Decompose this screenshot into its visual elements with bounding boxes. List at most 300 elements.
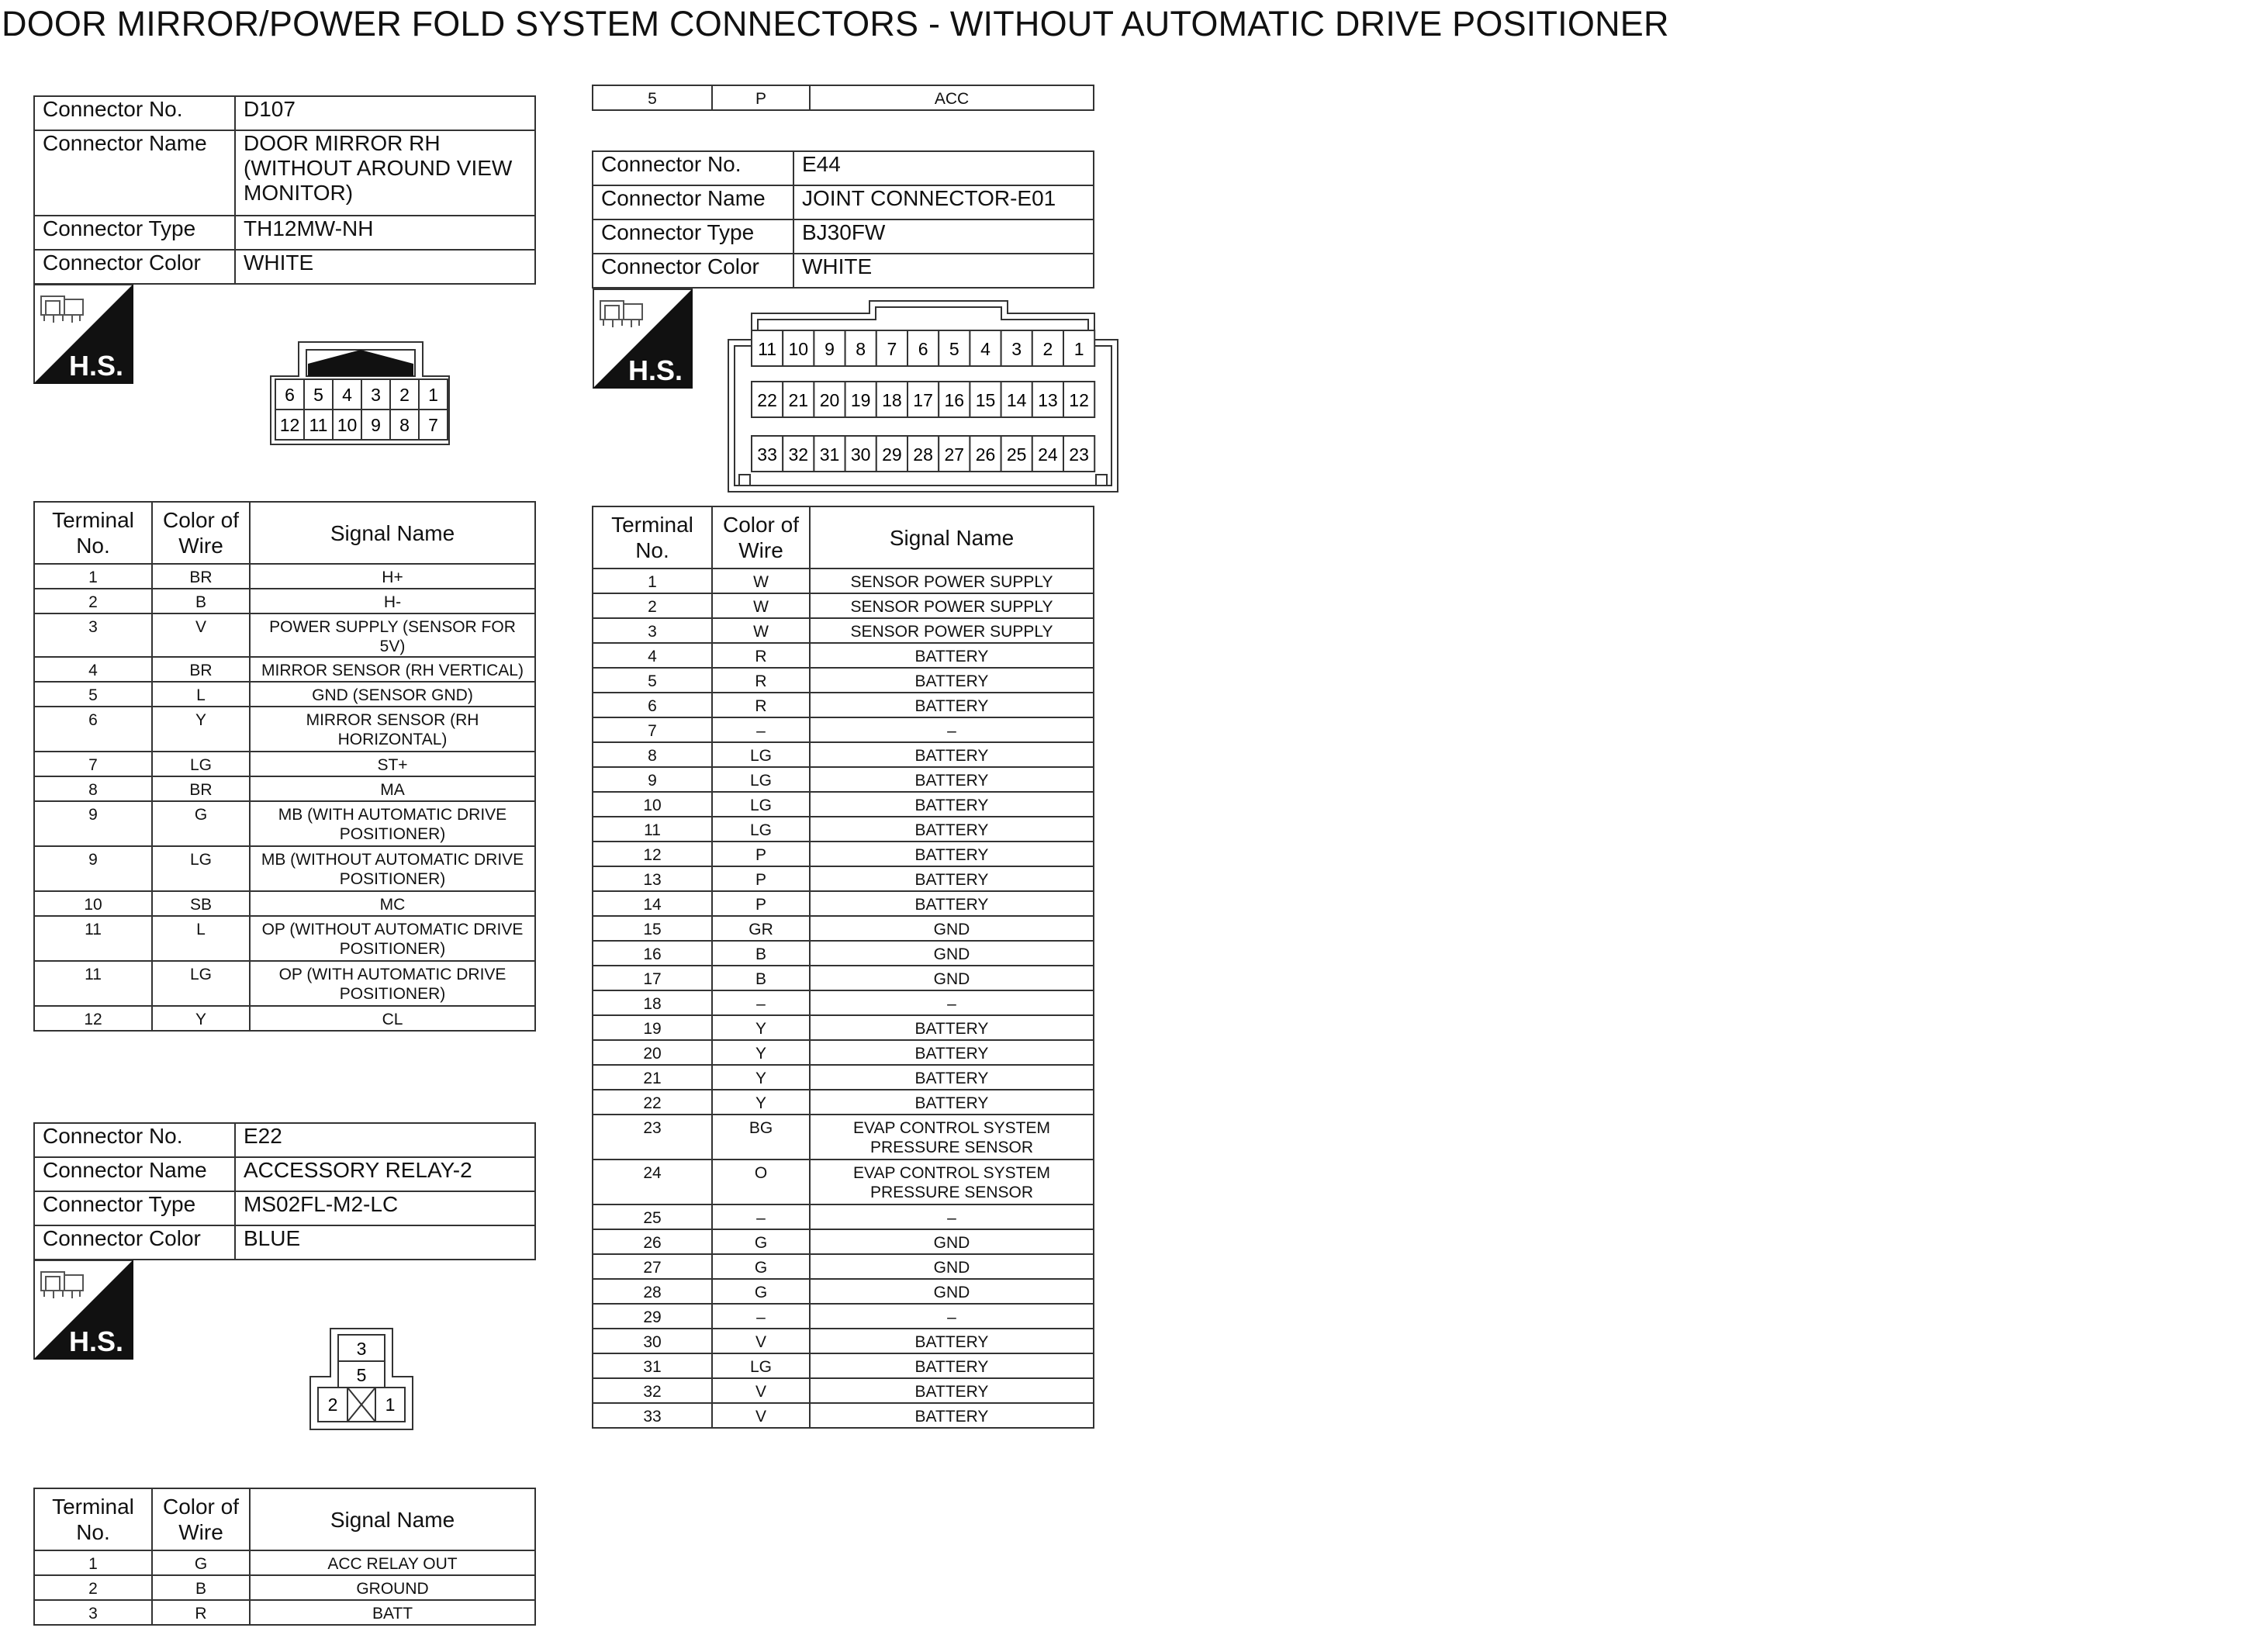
terminal-no: 1 xyxy=(34,564,152,589)
pin-label: 4 xyxy=(342,385,352,405)
connector-color: BLUE xyxy=(235,1225,535,1260)
table-row xyxy=(593,1065,1094,1090)
wire-color: W xyxy=(712,593,810,618)
wire-color: G xyxy=(712,1254,810,1279)
signal-name: BATTERY xyxy=(810,891,1094,916)
terminal-no: 11 xyxy=(34,916,152,961)
info-label: Connector No. xyxy=(34,1123,235,1157)
wire-color: R xyxy=(712,643,810,668)
hs-label: H.S. xyxy=(69,350,124,382)
signal-name: GND xyxy=(810,1279,1094,1304)
terminal-no: 2 xyxy=(34,589,152,613)
pin-label: 19 xyxy=(850,390,871,410)
terminal-no: 6 xyxy=(593,693,712,717)
terminal-no: 24 xyxy=(593,1160,712,1204)
table-row xyxy=(593,569,1094,593)
wire-color: LG xyxy=(712,817,810,842)
connector-color: WHITE xyxy=(235,250,535,284)
table-row xyxy=(34,589,535,613)
pin-label: 7 xyxy=(428,415,438,435)
signal-name: EVAP CONTROL SYSTEM PRESSURE SENSOR xyxy=(810,1115,1094,1160)
terminal-no: 4 xyxy=(34,657,152,682)
terminal-no: 16 xyxy=(593,941,712,966)
wire-color: LG xyxy=(152,846,250,891)
wire-color: LG xyxy=(712,767,810,792)
wire-color: L xyxy=(152,916,250,961)
pin-label: 33 xyxy=(757,444,777,465)
signal-name: ST+ xyxy=(250,752,535,776)
pin-label: 18 xyxy=(882,390,902,410)
info-label: Connector Color xyxy=(34,1225,235,1260)
wire-color: V xyxy=(712,1378,810,1403)
signal-name: BATTERY xyxy=(810,767,1094,792)
e44-info xyxy=(592,150,1094,289)
wire-color: W xyxy=(712,618,810,643)
pin-label: 17 xyxy=(913,390,933,410)
terminal-no: 4 xyxy=(593,643,712,668)
terminal-no: 33 xyxy=(593,1403,712,1428)
table-row xyxy=(593,1353,1094,1378)
terminal-no: 14 xyxy=(593,891,712,916)
wire-color: – xyxy=(712,717,810,742)
wire-color: Y xyxy=(712,1065,810,1090)
signal-name: SENSOR POWER SUPPLY xyxy=(810,569,1094,593)
header-terminal: Terminal No. xyxy=(34,1488,152,1550)
info-label: Connector Type xyxy=(593,219,793,254)
pin-label: 2 xyxy=(1042,339,1053,359)
pin-label: 10 xyxy=(337,415,358,435)
table-row xyxy=(593,1279,1094,1304)
signal-name: BATTERY xyxy=(810,1090,1094,1115)
signal-name: GND xyxy=(810,1229,1094,1254)
terminal-no: 3 xyxy=(34,1600,152,1625)
hs-label: H.S. xyxy=(628,354,683,386)
table-row xyxy=(34,1550,535,1575)
pin-label: 6 xyxy=(285,385,295,405)
signal-name: BATTERY xyxy=(810,817,1094,842)
header-signal: Signal Name xyxy=(250,502,535,564)
signal-name: GND xyxy=(810,1254,1094,1279)
hs-badge-icon xyxy=(33,1260,133,1360)
terminal-no: 3 xyxy=(34,613,152,657)
signal-name: H- xyxy=(250,589,535,613)
signal-name: BATTERY xyxy=(810,1015,1094,1040)
table-row xyxy=(593,1160,1094,1204)
pin-label: 6 xyxy=(918,339,928,359)
table-row xyxy=(593,668,1094,693)
table-row xyxy=(34,707,535,752)
signal-name: BATTERY xyxy=(810,668,1094,693)
table-row xyxy=(34,776,535,801)
table-row xyxy=(34,801,535,846)
signal-name: – xyxy=(810,1304,1094,1329)
signal-name: BATTERY xyxy=(810,1403,1094,1428)
info-label: Connector Name xyxy=(34,130,235,216)
info-label: Connector Type xyxy=(34,1191,235,1225)
table-row xyxy=(593,1329,1094,1353)
signal-name: OP (WITH AUTOMATIC DRIVE POSITIONER) xyxy=(250,961,535,1006)
pin-label: 27 xyxy=(944,444,965,465)
terminal-no: 21 xyxy=(593,1065,712,1090)
terminal-no: 5 xyxy=(34,682,152,707)
terminal-no: 23 xyxy=(593,1115,712,1160)
table-row xyxy=(593,990,1094,1015)
terminal-no: 25 xyxy=(593,1204,712,1229)
terminal-no: 9 xyxy=(34,801,152,846)
signal-name: BATTERY xyxy=(810,866,1094,891)
pin-label: 8 xyxy=(399,415,410,435)
signal-name: MIRROR SENSOR (RH HORIZONTAL) xyxy=(250,707,535,752)
terminal-no: 10 xyxy=(593,792,712,817)
wire-color: R xyxy=(152,1600,250,1625)
wire-color: – xyxy=(712,1204,810,1229)
connector-name: DOOR MIRROR RH (WITHOUT AROUND VIEW MONITOR) xyxy=(235,130,535,216)
wire-color: G xyxy=(152,801,250,846)
pin-label: 5 xyxy=(356,1365,367,1385)
table-row xyxy=(34,1600,535,1625)
wire-color: LG xyxy=(712,1353,810,1378)
connector-type: BJ30FW xyxy=(793,219,1094,254)
wire-color: Y xyxy=(152,1006,250,1031)
terminal-no: 12 xyxy=(593,842,712,866)
signal-name: GROUND xyxy=(250,1575,535,1600)
terminal-no: 8 xyxy=(593,742,712,767)
pin-label: 9 xyxy=(825,339,835,359)
signal-name: EVAP CONTROL SYSTEM PRESSURE SENSOR xyxy=(810,1160,1094,1204)
signal-name: GND xyxy=(810,941,1094,966)
pin-label: 15 xyxy=(975,390,996,410)
e22-terminal-table xyxy=(33,1488,536,1626)
header-terminal: Terminal No. xyxy=(593,506,712,569)
connector-no: D107 xyxy=(235,96,535,130)
table-row xyxy=(593,618,1094,643)
terminal-no: 5 xyxy=(593,85,712,110)
e44-connector-face xyxy=(725,299,1122,498)
table-row xyxy=(593,866,1094,891)
terminal-no: 32 xyxy=(593,1378,712,1403)
pin-label: 14 xyxy=(1006,390,1027,410)
hs-badge-icon xyxy=(593,289,693,389)
signal-name: MB (WITH AUTOMATIC DRIVE POSITIONER) xyxy=(250,801,535,846)
pin-label: 12 xyxy=(279,415,300,435)
terminal-no: 7 xyxy=(34,752,152,776)
hs-badge-icon xyxy=(33,284,133,384)
table-row xyxy=(34,891,535,916)
pin-label: 2 xyxy=(327,1395,338,1415)
wire-color: SB xyxy=(152,891,250,916)
table-row xyxy=(593,1040,1094,1065)
info-label: Connector No. xyxy=(593,151,793,185)
info-label: Connector Color xyxy=(593,254,793,288)
signal-name: BATTERY xyxy=(810,1353,1094,1378)
signal-name: BATTERY xyxy=(810,742,1094,767)
header-color: Color of Wire xyxy=(152,502,250,564)
signal-name: BATTERY xyxy=(810,1065,1094,1090)
table-row xyxy=(593,1090,1094,1115)
terminal-no: 15 xyxy=(593,916,712,941)
terminal-no: 20 xyxy=(593,1040,712,1065)
e22-info xyxy=(33,1122,536,1260)
pin-label: 7 xyxy=(887,339,897,359)
table-row xyxy=(34,1006,535,1031)
pin-label: 2 xyxy=(399,385,410,405)
header-signal: Signal Name xyxy=(250,1488,535,1550)
signal-name: – xyxy=(810,990,1094,1015)
terminal-no: 11 xyxy=(34,961,152,1006)
info-label: Connector Type xyxy=(34,216,235,250)
pin-label: 23 xyxy=(1069,444,1089,465)
terminal-no: 2 xyxy=(34,1575,152,1600)
hs-label: H.S. xyxy=(69,1325,124,1357)
terminal-no: 10 xyxy=(34,891,152,916)
signal-name: BATTERY xyxy=(810,1378,1094,1403)
table-row xyxy=(34,682,535,707)
signal-name: H+ xyxy=(250,564,535,589)
signal-name: OP (WITHOUT AUTOMATIC DRIVE POSITIONER) xyxy=(250,916,535,961)
wire-color: P xyxy=(712,842,810,866)
terminal-no: 19 xyxy=(593,1015,712,1040)
signal-name: SENSOR POWER SUPPLY xyxy=(810,618,1094,643)
wire-color: B xyxy=(152,589,250,613)
header-signal: Signal Name xyxy=(810,506,1094,569)
header-color: Color of Wire xyxy=(152,1488,250,1550)
signal-name: BATTERY xyxy=(810,693,1094,717)
table-row xyxy=(593,742,1094,767)
pin-label: 25 xyxy=(1006,444,1027,465)
info-label: Connector Color xyxy=(34,250,235,284)
pin-label: 3 xyxy=(371,385,381,405)
wire-color: V xyxy=(712,1403,810,1428)
terminal-no: 7 xyxy=(593,717,712,742)
terminal-no: 13 xyxy=(593,866,712,891)
terminal-no: 3 xyxy=(593,618,712,643)
pin-label: 24 xyxy=(1038,444,1058,465)
signal-name: ACC xyxy=(810,85,1094,110)
pin-label: 21 xyxy=(788,390,809,410)
wire-color: G xyxy=(712,1229,810,1254)
wire-color: BR xyxy=(152,776,250,801)
pin-label: 12 xyxy=(1069,390,1089,410)
pin-label: 30 xyxy=(850,444,871,465)
wire-color: Y xyxy=(152,707,250,752)
terminal-no: 9 xyxy=(34,846,152,891)
terminal-no: 22 xyxy=(593,1090,712,1115)
connector-color: WHITE xyxy=(793,254,1094,288)
table-row xyxy=(593,1254,1094,1279)
signal-name: GND xyxy=(810,916,1094,941)
wire-color: BR xyxy=(152,657,250,682)
wire-color: LG xyxy=(152,961,250,1006)
signal-name: BATT xyxy=(250,1600,535,1625)
wire-color: V xyxy=(152,613,250,657)
connector-type: MS02FL-M2-LC xyxy=(235,1191,535,1225)
d107-connector-face xyxy=(268,340,454,448)
terminal-no: 1 xyxy=(34,1550,152,1575)
connector-no: E22 xyxy=(235,1123,535,1157)
pin-label: 1 xyxy=(1073,339,1084,359)
info-label: Connector Name xyxy=(34,1157,235,1191)
signal-name: BATTERY xyxy=(810,1329,1094,1353)
signal-name: ACC RELAY OUT xyxy=(250,1550,535,1575)
terminal-no: 18 xyxy=(593,990,712,1015)
pin-label: 8 xyxy=(856,339,866,359)
terminal-no: 5 xyxy=(593,668,712,693)
e44-terminal-table xyxy=(592,506,1094,1429)
header-color: Color of Wire xyxy=(712,506,810,569)
wire-color: L xyxy=(152,682,250,707)
header-terminal: Terminal No. xyxy=(34,502,152,564)
pin-label: 11 xyxy=(758,339,777,359)
d107-info xyxy=(33,95,536,285)
pin-label: 29 xyxy=(882,444,902,465)
wire-color: – xyxy=(712,1304,810,1329)
wire-color: R xyxy=(712,693,810,717)
signal-name: – xyxy=(810,1204,1094,1229)
table-row xyxy=(34,564,535,589)
table-row xyxy=(34,846,535,891)
pin-label: 5 xyxy=(313,385,323,405)
wire-color: LG xyxy=(712,742,810,767)
signal-name: BATTERY xyxy=(810,792,1094,817)
e22-continued-table xyxy=(592,85,1094,111)
wire-color: B xyxy=(712,966,810,990)
signal-name: MA xyxy=(250,776,535,801)
terminal-no: 12 xyxy=(34,1006,152,1031)
terminal-no: 29 xyxy=(593,1304,712,1329)
signal-name: GND xyxy=(810,966,1094,990)
signal-name: CL xyxy=(250,1006,535,1031)
pin-label: 28 xyxy=(913,444,933,465)
terminal-no: 8 xyxy=(34,776,152,801)
wire-color: Y xyxy=(712,1090,810,1115)
connector-name: JOINT CONNECTOR-E01 xyxy=(793,185,1094,219)
signal-name: MIRROR SENSOR (RH VERTICAL) xyxy=(250,657,535,682)
pin-label: 4 xyxy=(980,339,990,359)
terminal-no: 11 xyxy=(593,817,712,842)
wire-color: V xyxy=(712,1329,810,1353)
terminal-no: 31 xyxy=(593,1353,712,1378)
wire-color: P xyxy=(712,85,810,110)
table-row xyxy=(593,966,1094,990)
table-row xyxy=(593,717,1094,742)
terminal-no: 1 xyxy=(593,569,712,593)
signal-name: BATTERY xyxy=(810,643,1094,668)
table-row xyxy=(593,767,1094,792)
table-row xyxy=(593,643,1094,668)
pin-label: 11 xyxy=(309,415,328,435)
wire-color: LG xyxy=(152,752,250,776)
table-row xyxy=(593,1015,1094,1040)
wire-color: – xyxy=(712,990,810,1015)
pin-label: 5 xyxy=(949,339,959,359)
d107-terminal-table xyxy=(33,501,536,1032)
pin-label: 1 xyxy=(428,385,438,405)
pin-label: 13 xyxy=(1038,390,1058,410)
table-row xyxy=(34,752,535,776)
connector-name: ACCESSORY RELAY-2 xyxy=(235,1157,535,1191)
table-row xyxy=(593,891,1094,916)
signal-name: GND (SENSOR GND) xyxy=(250,682,535,707)
table-row xyxy=(593,1304,1094,1329)
table-row xyxy=(593,1115,1094,1160)
wire-color: B xyxy=(712,941,810,966)
signal-name: – xyxy=(810,717,1094,742)
terminal-no: 6 xyxy=(34,707,152,752)
table-row xyxy=(34,961,535,1006)
table-row xyxy=(34,916,535,961)
terminal-no: 30 xyxy=(593,1329,712,1353)
wire-color: W xyxy=(712,569,810,593)
table-row xyxy=(593,792,1094,817)
connector-type: TH12MW-NH xyxy=(235,216,535,250)
wire-color: G xyxy=(712,1279,810,1304)
wire-color: BR xyxy=(152,564,250,589)
signal-name: POWER SUPPLY (SENSOR FOR 5V) xyxy=(250,613,535,657)
signal-name: BATTERY xyxy=(810,1040,1094,1065)
wire-color: LG xyxy=(712,792,810,817)
wire-color: R xyxy=(712,668,810,693)
pin-label: 31 xyxy=(819,444,840,465)
signal-name: MB (WITHOUT AUTOMATIC DRIVE POSITIONER) xyxy=(250,846,535,891)
pin-label: 32 xyxy=(788,444,809,465)
table-row xyxy=(34,613,535,657)
pin-label: 16 xyxy=(944,390,965,410)
terminal-no: 26 xyxy=(593,1229,712,1254)
terminal-no: 28 xyxy=(593,1279,712,1304)
table-row xyxy=(593,817,1094,842)
terminal-no: 9 xyxy=(593,767,712,792)
wire-color: Y xyxy=(712,1040,810,1065)
connector-no: E44 xyxy=(793,151,1094,185)
table-row xyxy=(593,1378,1094,1403)
signal-name: SENSOR POWER SUPPLY xyxy=(810,593,1094,618)
terminal-no: 17 xyxy=(593,966,712,990)
table-row xyxy=(593,842,1094,866)
pin-label: 26 xyxy=(975,444,996,465)
pin-label: 20 xyxy=(819,390,840,410)
pin-label: 1 xyxy=(385,1395,396,1415)
pin-label: 3 xyxy=(356,1339,367,1359)
wire-color: GR xyxy=(712,916,810,941)
info-label: Connector No. xyxy=(34,96,235,130)
wire-color: B xyxy=(152,1575,250,1600)
wire-color: G xyxy=(152,1550,250,1575)
terminal-no: 2 xyxy=(593,593,712,618)
table-row xyxy=(593,693,1094,717)
table-row xyxy=(34,1575,535,1600)
table-row xyxy=(593,916,1094,941)
wire-color: BG xyxy=(712,1115,810,1160)
pin-label: 9 xyxy=(371,415,381,435)
info-label: Connector Name xyxy=(593,185,793,219)
e22-connector-face xyxy=(307,1327,416,1433)
pin-label: 3 xyxy=(1011,339,1022,359)
page-title: DOOR MIRROR/POWER FOLD SYSTEM CONNECTORS - WITHOUT AUTOMATIC DRIVE POSITIONER xyxy=(2,4,1669,43)
signal-name: MC xyxy=(250,891,535,916)
table-row xyxy=(593,1204,1094,1229)
table-row xyxy=(593,941,1094,966)
signal-name: BATTERY xyxy=(810,842,1094,866)
table-row xyxy=(593,1403,1094,1428)
wire-color: Y xyxy=(712,1015,810,1040)
wire-color: P xyxy=(712,891,810,916)
table-row xyxy=(593,1229,1094,1254)
terminal-no: 27 xyxy=(593,1254,712,1279)
wire-color: P xyxy=(712,866,810,891)
pin-label: 10 xyxy=(788,339,809,359)
wire-color: O xyxy=(712,1160,810,1204)
table-row xyxy=(593,593,1094,618)
